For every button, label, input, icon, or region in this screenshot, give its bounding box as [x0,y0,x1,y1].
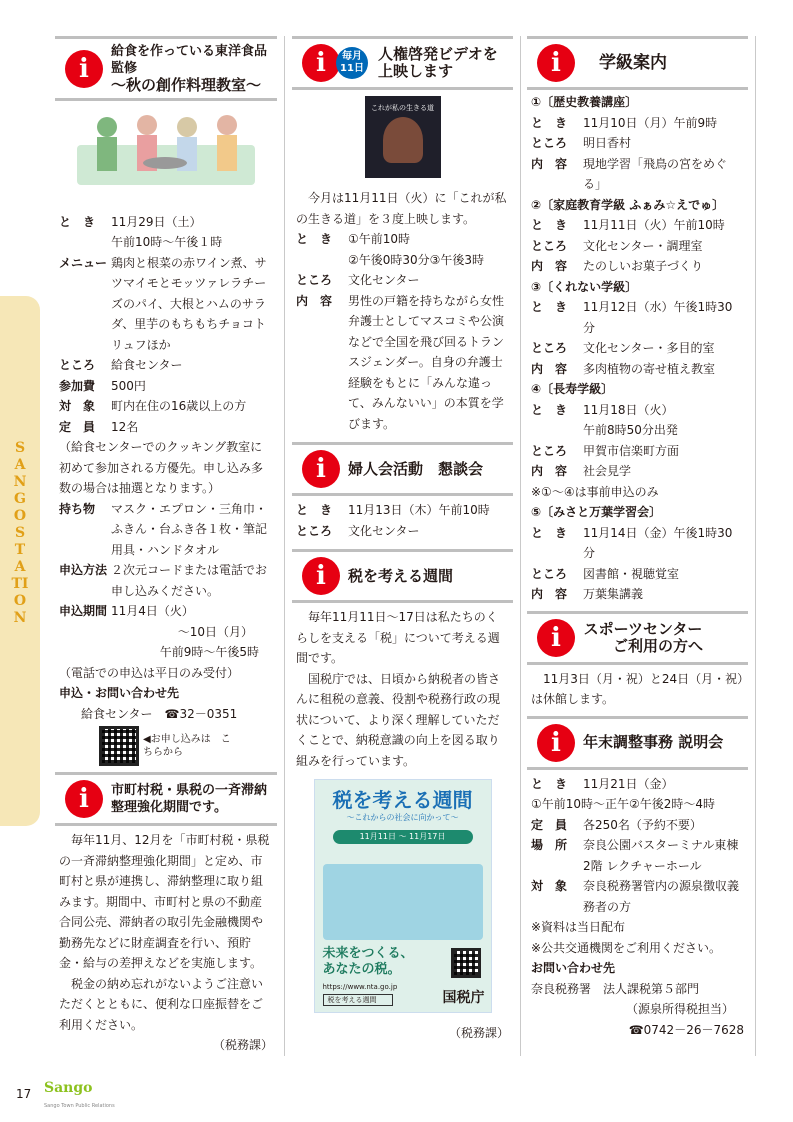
info-row [296,250,509,271]
column-2 [292,36,513,1044]
row-key: 内 容 [531,464,568,478]
info-icon: i [302,44,340,82]
info-row [59,212,273,233]
info-row [531,256,744,277]
info-row [531,564,744,585]
column-3 [527,36,748,1040]
info-row [531,815,744,836]
row-value: 11月14日（金）午後1時30分 [583,525,733,560]
article-heading [292,36,513,90]
presenter-image [383,117,423,163]
womens-association-article [292,442,513,541]
row-value: 文化センター [348,523,420,538]
row-key: 申込期間 [59,604,108,618]
row-value: 午前10時～午後１時 [111,235,223,249]
article-heading [55,36,277,101]
session-times: ①午前10時～正午②午後2時～4時 [531,797,716,811]
period-end: ～10日（月） [177,624,253,639]
note: ※公共交通機関をご利用ください。 [531,940,722,955]
contact-line: （源泉所得税担当） [625,1002,734,1016]
column-divider [520,36,521,1056]
info-row [59,601,273,622]
poster-qr-code [451,948,481,978]
paragraph: 11月3日（月・祝）と24日（月・祝）は休館します。 [531,671,744,706]
row-key: 場 所 [531,838,568,852]
info-row [531,876,744,917]
info-row [59,376,273,397]
info-row [531,441,744,462]
page-number: 17 [16,1087,32,1101]
poster-subtitle: ～これからの社会に向かって～ [346,813,459,822]
row-value: 男性の戸籍を持ちながら女性弁護士としてマスコミや公演などで全国を飛び回るトランスジェンダー。自身の弁護士経験をもとに「みんな違って、みんないい」の本質を学びます。 [348,293,505,431]
info-row [59,499,273,561]
row-value: 万葉集講義 [583,587,644,601]
section-heading: ⑤〔みさと万葉学習会〕 [531,505,662,519]
article-heading [527,36,748,90]
info-row [531,461,744,482]
monthly-badge: 毎月11日 [336,47,368,79]
row-key: ところ [531,238,568,253]
info-row [531,774,744,795]
row-value: たのしいお菓子づくり [583,259,704,273]
info-icon: i [65,50,103,88]
info-row [531,236,744,257]
row-value: 11月21日（金） [583,776,674,791]
article-heading [527,611,748,665]
cooking-class-article [55,36,277,766]
column-1 [55,36,277,1056]
qr-code[interactable] [99,726,139,766]
info-row [59,355,273,376]
row-key: 内 容 [531,361,568,376]
logo-subtitle: Sango Town Public Relations [44,1103,115,1109]
sidebar-label: SANGO STATION [11,440,29,626]
article-heading [527,716,748,770]
human-rights-video-article [292,36,513,434]
contact-label: 申込・お問い合わせ先 [59,686,180,700]
heading-line-2: 整理強化期間です。 [111,800,227,815]
column-divider [284,36,285,1056]
row-value: 11月29日（土） [111,214,202,229]
contact-line: 奈良税務署 法人課税第５部門 [531,981,700,996]
period-hours: 午前9時～午後5時 [159,645,259,659]
year-end-adjustment-article [527,716,748,1041]
sports-center-article [527,611,748,710]
cooking-illustration [67,105,265,197]
row-key: 対 象 [59,399,96,413]
department-sign: （税務課） [448,1026,509,1040]
row-key: と き [531,776,568,791]
info-icon: i [65,780,103,818]
info-row [59,396,273,417]
row-key: ところ [296,273,333,287]
poster-illustration [323,864,483,940]
row-key: メニュー [59,255,108,270]
row-value: 文化センター・多目的室 [583,341,715,355]
row-value: 500円 [111,378,146,393]
row-value: 奈良公園バスターミナル東棟2階 レクチャーホール [583,838,739,873]
article-heading [292,549,513,603]
row-key: と き [531,402,568,417]
row-value: マスク・エプロン・三角巾・ふきん・台ふき各１枚・筆記用具・ハンドタオル [111,501,268,557]
row-value: 文化センター・調理室 [583,238,703,253]
video-title: これが私の生きる道 [371,104,434,112]
paragraph: 毎年11月11日～17日は私たちのくらしを支える「税」について考える週間です。 [296,610,500,665]
info-icon: i [537,44,575,82]
info-row [531,113,744,134]
heading: 年末調整事務 説明会 [583,733,724,751]
info-row [531,835,744,876]
heading-line-2: ～秋の創作料理教室～ [111,76,262,94]
row-value: 午前8時50分出発 [583,423,678,437]
paragraph: 国税庁では、日頃から納税者の皆さんに租税の意義、役割や税務行政の現状について、より深く理解していただくことで、納税意識の向上を図る取り組みを行っています。 [296,671,501,768]
row-value: 各250名（予約不要） [583,817,702,832]
paragraph: 毎年11月、12月を「市町村税・県税の一斉滞納整理強化期間」と定め、市町村と県が連携し、滞納整理に取り組みます。期間中、市町村と県の不動産合同公売、滞納者の取引先金融機関や勤務先などに財産調査を行い、預貯金・給与の差押えなどを実施します。 [59,833,270,970]
row-key: 定 員 [59,419,96,434]
info-icon: i [302,450,340,488]
row-value: ２次元コードまたは電話でお申し込みください。 [111,563,268,598]
row-value: 文化センター [348,273,420,287]
info-row [59,253,273,356]
row-key: と き [531,115,568,130]
heading-line-2: 上映します [378,62,454,80]
info-row [531,133,744,154]
info-row [296,229,509,250]
note: ※資料は当日配布 [531,920,626,934]
row-value: 11月10日（月）午前9時 [583,115,718,130]
row-key: と き [296,232,333,246]
poster-url [323,982,398,1006]
section-heading: ④〔長寿学級〕 [531,382,614,396]
row-key: と き [531,300,568,314]
row-key: と き [531,218,568,232]
info-row [296,521,509,542]
row-value: 鶏肉と根菜の赤ワイン煮、サツマイモとモッツァレラチーズのパイ、大根とハムのサラダ、里芋のもちもちチョコトリュフほか [111,255,267,352]
qr-block [59,726,273,766]
row-key: 定 員 [531,817,568,832]
tax-week-article [292,549,513,1044]
info-row [296,500,509,521]
row-key: ところ [531,566,568,581]
info-row [296,270,509,291]
video-thumbnail [365,96,441,178]
row-value: 明日香村 [583,136,632,150]
column-divider [755,36,756,1056]
heading-line-1: 給食を作っている東洋食品 監修 [111,44,268,76]
sango-logo: Sango [44,1080,93,1096]
sidebar [0,0,38,1122]
info-row [59,417,273,438]
row-key: と き [59,214,96,229]
article-heading [292,442,513,496]
heading: 学級案内 [599,52,667,73]
row-value: 11月11日（火）午前10時 [583,218,725,232]
contact-phone: ☎0742－26－7628 [628,1022,744,1037]
section-heading: ②〔家庭教育学級 ふぁみ☆えでゅ〕 [531,197,725,212]
info-row [531,359,744,380]
note: ※①～④は事前申込のみ [531,484,659,499]
row-value: 11月12日（水）午後1時30分 [583,300,733,335]
row-key: 内 容 [296,293,333,308]
row-value: ①午前10時 [348,232,411,246]
nta-logo: 国税庁 [442,989,485,1006]
row-key: 対 象 [531,879,568,893]
tax-collection-article [55,772,277,1056]
info-row [531,215,744,236]
row-value: 給食センター [111,358,183,372]
row-key: 持ち物 [59,501,96,516]
heading-line-1: スポーツセンター [583,619,703,638]
row-value: 町内在住の16歳以上の方 [111,399,247,413]
info-row [531,523,744,564]
row-key: 参加費 [59,378,96,393]
row-value: 11月13日（木）午前10時 [348,503,490,517]
row-value: ②午後0時30分③午後3時 [348,252,485,267]
contact-info: 給食センター ☎32－0351 [81,706,238,721]
row-value: 12名 [111,419,139,434]
row-key: 内 容 [531,259,568,273]
row-key: 内 容 [531,587,568,601]
heading-line-2: ご利用の方へ [613,636,704,655]
article-heading [55,772,277,826]
row-value: 多肉植物の寄せ植え教室 [583,361,716,376]
info-row [296,291,509,435]
heading-line-1: 人権啓発ビデオを [378,45,498,63]
search-box: 税を考える週間 [323,994,393,1006]
row-key: ところ [59,358,96,372]
row-value: 甲賀市信楽町方面 [583,443,680,458]
info-row [531,297,744,338]
info-row [531,584,744,605]
row-key: 内 容 [531,156,568,171]
info-row [531,154,744,195]
row-value: 現地学習「飛鳥の宮をめぐる」 [583,156,728,191]
tax-week-poster [314,779,492,1013]
heading-line-1: 市町村税・県税の一斉滞納 [111,783,268,798]
row-value: 図書館・視聴覚室 [583,566,680,581]
paragraph: 今月は11月11日（火）に「これが私の生きる道」を３度上映します。 [296,191,507,226]
row-key: ところ [531,136,568,150]
heading: 税を考える週間 [348,566,454,585]
heading: 婦人会活動 懇談会 [348,459,484,478]
row-key: と き [296,503,333,517]
row-key: ところ [296,523,333,538]
info-row [59,232,273,253]
row-value: 社会見学 [583,464,632,478]
paragraph: 税金の納め忘れがないようご注意いただくとともに、便利な口座振替をご利用ください。 [59,976,264,1032]
info-icon: i [537,724,575,762]
url-text: https://www.nta.go.jp [322,983,398,991]
contact-label: お問い合わせ先 [531,961,616,975]
slogan-line-2: あなたの税。 [322,962,401,977]
info-row [531,420,744,441]
qr-note: ◀お申し込みは こちらから [143,734,231,758]
section-heading: ①〔歴史教養講座〕 [531,95,638,109]
section-heading: ③〔くれない学級〕 [531,279,638,294]
row-key: ところ [531,443,568,458]
row-value: 11月4日（火） [111,604,194,618]
phone-note: （電話での申込は平日のみ受付） [59,665,240,680]
row-key: ところ [531,341,568,355]
info-icon: i [302,557,340,595]
info-row [59,560,273,601]
row-value: 奈良税務署管内の源泉徴収義務者の方 [583,879,740,914]
info-icon: i [537,619,575,657]
info-row [531,400,744,421]
poster-dates: 11月11日 ～ 11月17日 [333,830,473,844]
row-key: 申込方法 [59,563,108,577]
info-row [531,338,744,359]
poster-slogan [323,946,414,978]
row-value: 11月18日（火） [583,402,674,417]
class-guide-article [527,36,748,605]
slogan-line-1: 未来をつくる、 [322,946,414,961]
department-sign: （税務課） [212,1038,273,1052]
poster-title: 税を考える週間 [332,788,473,812]
priority-note: （給食センターでのクッキング教室に初めて参加される方優先。申し込み多数の場合は抽選となります。） [59,440,264,495]
row-key: と き [531,525,568,540]
